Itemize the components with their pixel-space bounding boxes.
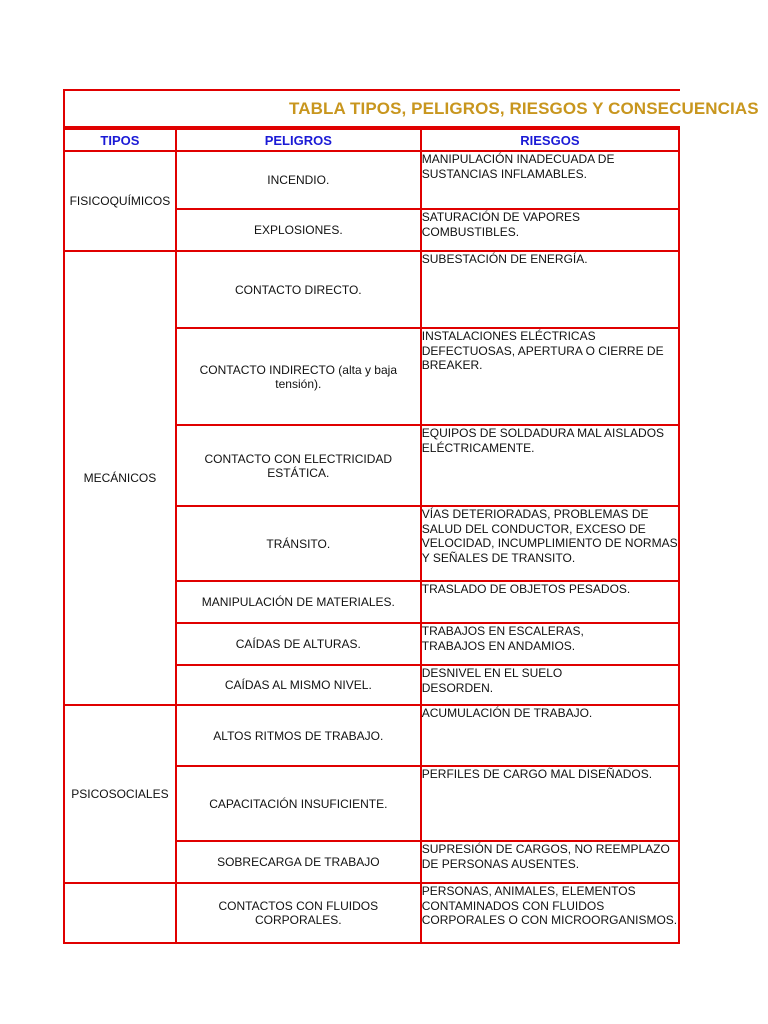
table-row — [64, 705, 679, 766]
riesgo-line: DESORDEN. — [421, 680, 494, 695]
header-riesgos: RIESGOS — [421, 129, 679, 151]
riesgo-cell: PERSONAS, ANIMALES, ELEMENTOS CONTAMINADOS CON FLUIDOS CORPORALES O CON MICROORGANISMOS. — [421, 883, 679, 943]
riesgo-cell: EQUIPOS DE SOLDADURA MAL AISLADOS ELÉCTRICAMENTE. — [421, 425, 679, 506]
riesgo-cell: PERFILES DE CARGO MAL DISEÑADOS. — [421, 766, 679, 841]
table-row — [64, 251, 679, 328]
riesgo-cell: VÍAS DETERIORADAS, PROBLEMAS DE SALUD DEL CONDUCTOR, EXCESO DE VELOCIDAD, INCUMPLIMIENTO DE NORMAS Y SEÑALES DE TRANSITO. — [421, 506, 679, 581]
peligro-cell: INCENDIO. — [176, 151, 421, 209]
header-row — [64, 129, 679, 151]
peligro-cell: MANIPULACIÓN DE MATERIALES. — [176, 581, 421, 623]
riesgo-cell: TRASLADO DE OBJETOS PESADOS. — [421, 581, 679, 623]
riesgo-cell: MANIPULACIÓN INADECUADA DE SUSTANCIAS INFLAMABLES. — [421, 151, 679, 209]
tipo-cell: FISICOQUÍMICOS — [64, 151, 176, 251]
peligro-cell: CAÍDAS DE ALTURAS. — [176, 623, 421, 665]
riesgo-cell: SUPRESIÓN DE CARGOS, NO REEMPLAZO DE PERSONAS AUSENTES. — [421, 841, 679, 883]
peligro-cell: TRÁNSITO. — [176, 506, 421, 581]
riesgo-cell — [421, 623, 679, 665]
peligro-cell: ALTOS RITMOS DE TRABAJO. — [176, 705, 421, 766]
riesgo-cell — [421, 665, 679, 705]
peligro-cell: SOBRECARGA DE TRABAJO — [176, 841, 421, 883]
riesgo-line: DESNIVEL EN EL SUELO — [421, 666, 563, 680]
header-tipos: TIPOS — [64, 129, 176, 151]
peligro-cell: CONTACTO DIRECTO. — [176, 251, 421, 328]
spreadsheet-table — [63, 89, 759, 940]
tipo-cell: PSICOSOCIALES — [64, 705, 176, 883]
table-row — [64, 151, 679, 209]
peligro-cell: CONTACTOS CON FLUIDOS CORPORALES. — [176, 883, 421, 943]
tipo-cell — [64, 883, 176, 943]
hazards-table — [63, 128, 680, 944]
riesgo-cell: INSTALACIONES ELÉCTRICAS DEFECTUOSAS, APERTURA O CIERRE DE BREAKER. — [421, 328, 679, 425]
peligro-cell: CAÍDAS AL MISMO NIVEL. — [176, 665, 421, 705]
riesgo-line: TRABAJOS EN ESCALERAS, — [421, 624, 584, 638]
riesgo-cell: ACUMULACIÓN DE TRABAJO. — [421, 705, 679, 766]
peligro-cell: CAPACITACIÓN INSUFICIENTE. — [176, 766, 421, 841]
tipo-cell: MECÁNICOS — [64, 251, 176, 705]
title-row — [63, 89, 759, 128]
peligro-cell: EXPLOSIONES. — [176, 209, 421, 251]
peligro-cell: CONTACTO CON ELECTRICIDAD ESTÁTICA. — [176, 425, 421, 506]
header-peligros: PELIGROS — [176, 129, 421, 151]
riesgo-line: TRABAJOS EN ANDAMIOS. — [421, 638, 576, 653]
table-row — [64, 883, 679, 943]
table-title: TABLA TIPOS, PELIGROS, RIESGOS Y CONSECUENCIAS — [289, 99, 759, 118]
peligro-cell: CONTACTO INDIRECTO (alta y baja tensión). — [176, 328, 421, 425]
riesgo-cell: SATURACIÓN DE VAPORES COMBUSTIBLES. — [421, 209, 679, 251]
riesgo-cell: SUBESTACIÓN DE ENERGÍA. — [421, 251, 679, 328]
